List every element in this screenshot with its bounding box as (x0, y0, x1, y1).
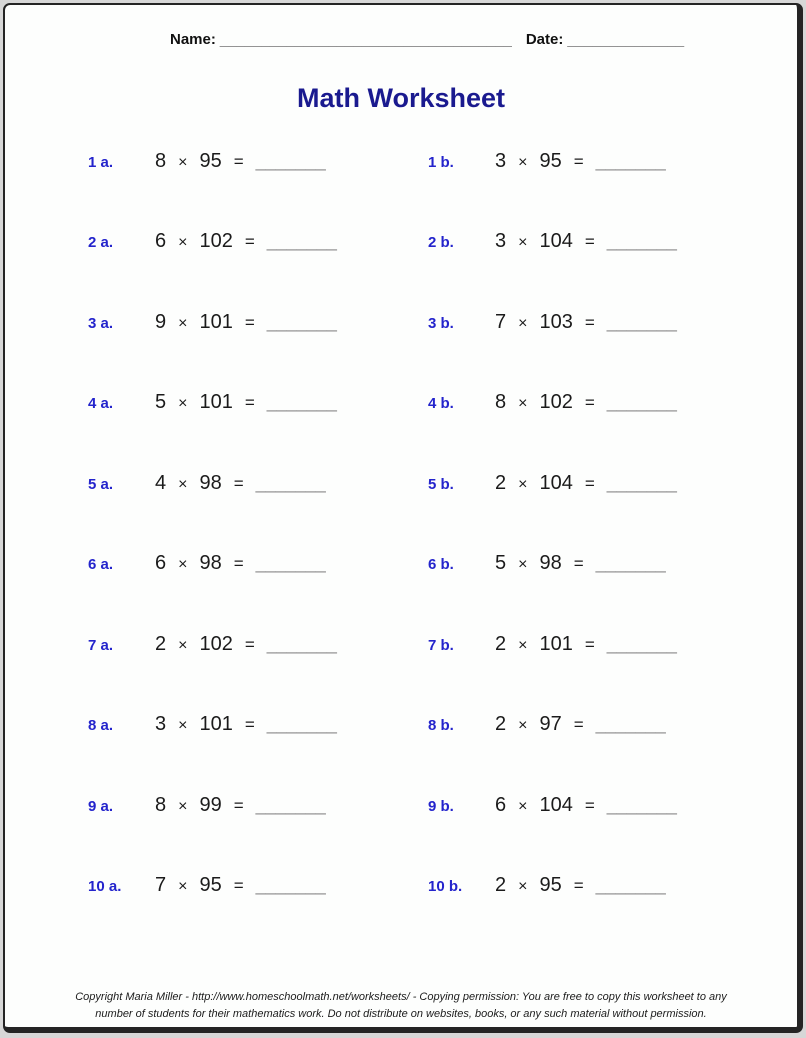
answer-blank: _______ (606, 472, 677, 493)
problem-number: 10 a. (88, 877, 122, 895)
multiply-sign: × (178, 475, 188, 493)
factor-2: 99 (199, 793, 222, 816)
multiply-sign: × (518, 717, 528, 735)
answer-blank: _______ (606, 633, 677, 654)
factor-1: 4 (155, 471, 167, 494)
factor-2: 95 (539, 873, 562, 896)
problem-number: 7 b. (428, 636, 454, 654)
problem-9a (88, 766, 428, 846)
factor-1: 8 (495, 391, 507, 414)
factor-2: 104 (539, 230, 573, 253)
equals-sign: = (584, 393, 595, 413)
problem-number: 4 a. (88, 395, 114, 413)
problem-number: 2 b. (428, 234, 454, 252)
problem-number: 3 b. (428, 314, 454, 332)
problem-expression (495, 794, 677, 817)
equals-sign: = (573, 715, 584, 735)
answer-blank: _______ (255, 794, 326, 815)
answer-blank: _______ (255, 553, 326, 574)
factor-2: 98 (539, 552, 562, 575)
problem-8a (88, 685, 428, 765)
multiply-sign: × (178, 234, 188, 252)
problem-number: 8 a. (88, 717, 114, 735)
factor-1: 8 (155, 793, 167, 816)
factor-2: 95 (199, 150, 222, 172)
factor-2: 101 (199, 391, 233, 414)
factor-2: 98 (199, 552, 222, 575)
problem-2b (428, 202, 768, 282)
problem-6b (428, 524, 768, 604)
problem-9b (428, 766, 768, 846)
problem-7b (428, 605, 768, 685)
factor-2: 101 (199, 713, 233, 736)
page-title: Math Worksheet (296, 83, 506, 113)
problem-number: 5 b. (428, 475, 454, 493)
factor-1: 2 (495, 471, 507, 494)
equals-sign: = (584, 312, 595, 332)
problem-expression (155, 472, 326, 495)
problem-number: 8 b. (428, 717, 454, 735)
multiply-sign: × (518, 877, 528, 895)
factor-2: 98 (199, 471, 222, 494)
answer-blank: _______ (595, 151, 666, 171)
answer-blank: _______ (595, 553, 666, 574)
multiply-sign: × (178, 154, 188, 171)
multiply-sign: × (178, 797, 188, 815)
multiply-sign: × (178, 395, 188, 413)
header (170, 31, 684, 48)
answer-blank: _______ (266, 633, 337, 654)
factor-1: 2 (495, 873, 507, 896)
problems-grid (88, 122, 768, 926)
multiply-sign: × (518, 234, 528, 252)
factor-2: 104 (539, 471, 573, 494)
problem-number: 1 a. (88, 154, 114, 171)
factor-2: 103 (539, 310, 573, 333)
answer-blank: _______ (255, 472, 326, 493)
answer-blank: _______ (255, 151, 326, 171)
factor-1: 2 (155, 632, 167, 655)
equals-sign: = (244, 634, 255, 654)
problem-number: 2 a. (88, 234, 114, 252)
equals-sign: = (244, 312, 255, 332)
factor-1: 2 (495, 713, 507, 736)
factor-2: 104 (539, 793, 573, 816)
equals-sign: = (584, 232, 595, 252)
problem-expression (495, 230, 677, 253)
answer-blank: _______ (266, 392, 337, 413)
answer-blank: _______ (266, 231, 337, 252)
answer-blank: _______ (606, 794, 677, 815)
problem-4b (428, 363, 768, 443)
problem-3a (88, 283, 428, 363)
multiply-sign: × (518, 556, 528, 574)
problem-5a (88, 444, 428, 524)
answer-blank: _______ (606, 231, 677, 252)
multiply-sign: × (518, 154, 528, 171)
problem-expression (495, 150, 666, 173)
multiply-sign: × (518, 475, 528, 493)
worksheet-page (3, 3, 803, 1033)
equals-sign: = (233, 473, 244, 493)
problem-1b (428, 122, 768, 202)
date-label: Date: (525, 31, 564, 48)
problem-expression (155, 713, 337, 736)
problem-10a (88, 846, 428, 926)
problem-expression (155, 311, 337, 334)
factor-2: 95 (199, 873, 222, 896)
equals-sign: = (584, 795, 595, 815)
answer-blank: _______ (266, 714, 337, 735)
problem-expression (495, 874, 666, 897)
equals-sign: = (233, 554, 244, 574)
problem-3b (428, 283, 768, 363)
factor-1: 6 (495, 793, 507, 816)
problem-8b (428, 685, 768, 765)
multiply-sign: × (178, 877, 188, 895)
equals-sign: = (233, 795, 244, 815)
problem-number: 5 a. (88, 475, 114, 493)
problem-number: 7 a. (88, 636, 114, 654)
equals-sign: = (573, 875, 584, 895)
problem-number: 10 b. (428, 877, 463, 895)
problem-expression (495, 633, 677, 656)
multiply-sign: × (518, 797, 528, 815)
answer-blank: _______ (595, 874, 666, 895)
factor-1: 2 (495, 632, 507, 655)
answer-blank: _______ (606, 311, 677, 332)
factor-2: 101 (199, 310, 233, 333)
problem-expression (155, 794, 326, 817)
problem-number: 4 b. (428, 395, 454, 413)
multiply-sign: × (178, 556, 188, 574)
problem-expression (495, 391, 677, 414)
factor-1: 3 (495, 230, 507, 253)
multiply-sign: × (178, 717, 188, 735)
date-blank-line: ______________ (567, 31, 685, 48)
problem-10b (428, 846, 768, 926)
footer (5, 989, 797, 1023)
factor-2: 95 (539, 150, 562, 172)
footer-line-2: number of students for their mathematics work. Do not distribute on websites, books, or any such material without permission. (95, 1008, 707, 1020)
problem-number: 3 a. (88, 314, 114, 332)
equals-sign: = (244, 715, 255, 735)
equals-sign: = (233, 152, 244, 171)
problem-7a (88, 605, 428, 685)
factor-2: 102 (539, 391, 573, 414)
factor-2: 97 (539, 713, 562, 736)
problem-2a (88, 202, 428, 282)
equals-sign: = (244, 393, 255, 413)
name-blank-line: ___________________________________ (219, 31, 512, 48)
factor-2: 102 (199, 230, 233, 253)
factor-1: 3 (495, 150, 507, 172)
problem-expression (155, 633, 337, 656)
factor-1: 5 (495, 552, 507, 575)
problem-expression (155, 874, 326, 897)
problem-number: 1 b. (428, 154, 454, 171)
factor-1: 7 (495, 310, 507, 333)
factor-1: 7 (155, 873, 167, 896)
factor-1: 3 (155, 713, 167, 736)
equals-sign: = (244, 232, 255, 252)
problem-expression (495, 552, 666, 575)
problem-number: 9 a. (88, 797, 114, 815)
answer-blank: _______ (266, 311, 337, 332)
equals-sign: = (573, 152, 584, 171)
equals-sign: = (584, 634, 595, 654)
equals-sign: = (573, 554, 584, 574)
answer-blank: _______ (255, 874, 326, 895)
problem-expression (495, 311, 677, 334)
factor-2: 102 (199, 632, 233, 655)
footer-line-1: Copyright Maria Miller - http://www.homeschoolmath.net/worksheets/ - Copying permission: You are free to copy this worksheet to any (75, 991, 727, 1003)
multiply-sign: × (178, 314, 188, 332)
problem-number: 6 b. (428, 556, 454, 574)
problem-number: 9 b. (428, 797, 454, 815)
problem-expression (495, 713, 666, 736)
problem-4a (88, 363, 428, 443)
equals-sign: = (233, 875, 244, 895)
problem-expression (155, 150, 326, 173)
factor-1: 5 (155, 391, 167, 414)
problem-5b (428, 444, 768, 524)
name-label: Name: (170, 31, 216, 48)
problem-expression (155, 391, 337, 414)
factor-1: 8 (155, 150, 167, 172)
multiply-sign: × (178, 636, 188, 654)
problem-1a (88, 122, 428, 202)
factor-1: 6 (155, 230, 167, 253)
answer-blank: _______ (595, 714, 666, 735)
multiply-sign: × (518, 314, 528, 332)
factor-1: 6 (155, 552, 167, 575)
multiply-sign: × (518, 636, 528, 654)
problem-number: 6 a. (88, 556, 114, 574)
problem-6a (88, 524, 428, 604)
multiply-sign: × (518, 395, 528, 413)
factor-2: 101 (539, 632, 573, 655)
answer-blank: _______ (606, 392, 677, 413)
problem-expression (155, 552, 326, 575)
factor-1: 9 (155, 310, 167, 333)
equals-sign: = (584, 473, 595, 493)
problem-expression (155, 230, 337, 253)
problem-expression (495, 472, 677, 495)
